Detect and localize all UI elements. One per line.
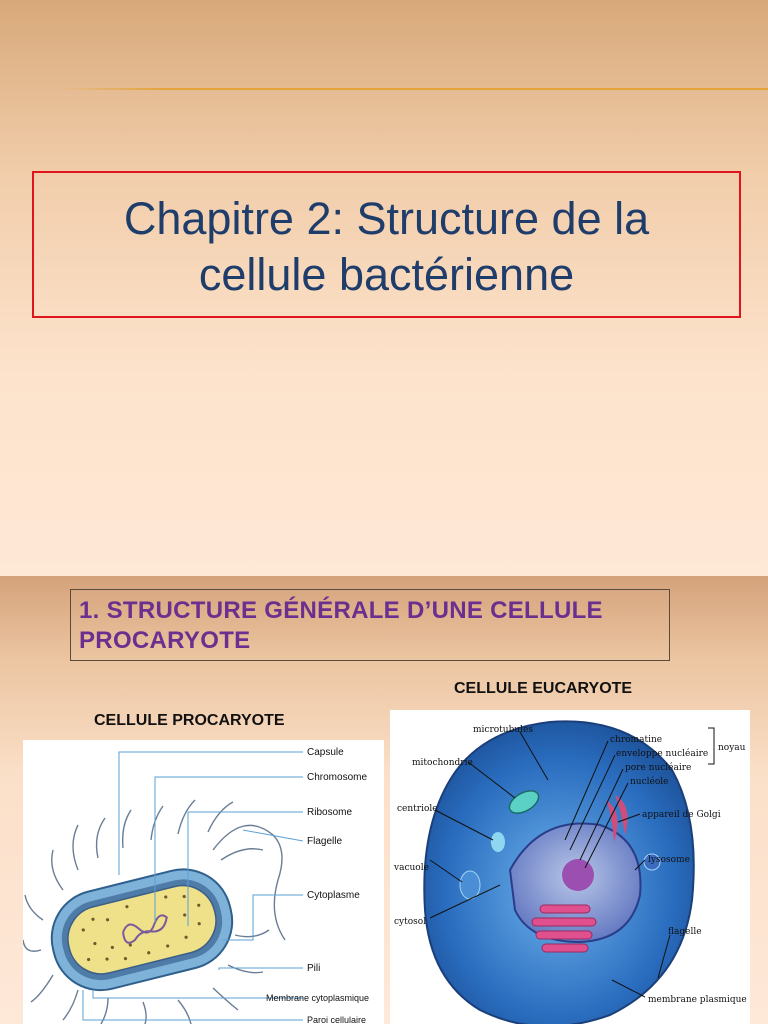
section-heading-frame [70, 589, 670, 661]
prokaryote-illustration [23, 740, 384, 1024]
label-lysosome: lysosome [648, 855, 690, 865]
label-capsule: Capsule [307, 747, 344, 758]
label-ribosome: Ribosome [307, 807, 353, 818]
label-membrane-plasmique: membrane plasmique [648, 995, 747, 1005]
eukaryote-illustration [390, 710, 750, 1024]
label-mitochondrie: mitochondrie [412, 758, 473, 768]
label-chromosome: Chromosome [307, 772, 368, 783]
section-heading-line-2: PROCARYOTE [79, 627, 251, 654]
label-paroi-cellulaire: Paroi cellulaire [307, 1015, 367, 1024]
prokaryote-caption: CELLULE PROCARYOTE [94, 712, 285, 729]
label-flagelle: Flagelle [307, 836, 343, 847]
label-centriole: centriole [397, 804, 438, 814]
label-nucleole: nucléole [630, 777, 669, 787]
chapter-title [34, 191, 739, 303]
eukaryote-diagram [390, 710, 750, 1024]
bacterium-body [42, 859, 243, 1000]
nucleolus [562, 859, 594, 891]
label-cytosol: cytosol [394, 917, 427, 927]
label-membrane-cytoplasmique: Membrane cytoplasmique [266, 993, 370, 1003]
prokaryote-labels [266, 747, 369, 1024]
label-chromatine: chromatine [610, 735, 663, 745]
label-cytoplasme: Cytoplasme [307, 890, 360, 901]
vacuole [460, 871, 480, 899]
label-noyau: noyau [718, 743, 746, 753]
title-frame [32, 171, 741, 318]
label-enveloppe-nucleaire: enveloppe nucléaire [616, 749, 709, 759]
eukaryote-caption: CELLULE EUCARYOTE [454, 680, 633, 697]
section-heading-line-1: 1. STRUCTURE GÉNÉRALE D’UNE CELLULE [79, 597, 603, 624]
label-appareil-golgi: appareil de Golgi [642, 810, 721, 820]
decorative-rule [58, 88, 768, 90]
chapter-title-line-1: Chapitre 2: Structure de la [123, 193, 650, 244]
centriole [491, 832, 505, 852]
content-slide [0, 576, 768, 1024]
prokaryote-diagram [23, 740, 384, 1024]
chapter-title-line-2: cellule bactérienne [198, 249, 575, 300]
label-vacuole: vacuole [394, 863, 429, 873]
label-flagelle-euk: flagelle [668, 927, 702, 937]
section-heading [79, 596, 603, 656]
label-microtubules: microtubules [473, 725, 533, 735]
label-pore-nucleaire: pore nucléaire [625, 763, 692, 773]
label-pili: Pili [307, 963, 321, 974]
